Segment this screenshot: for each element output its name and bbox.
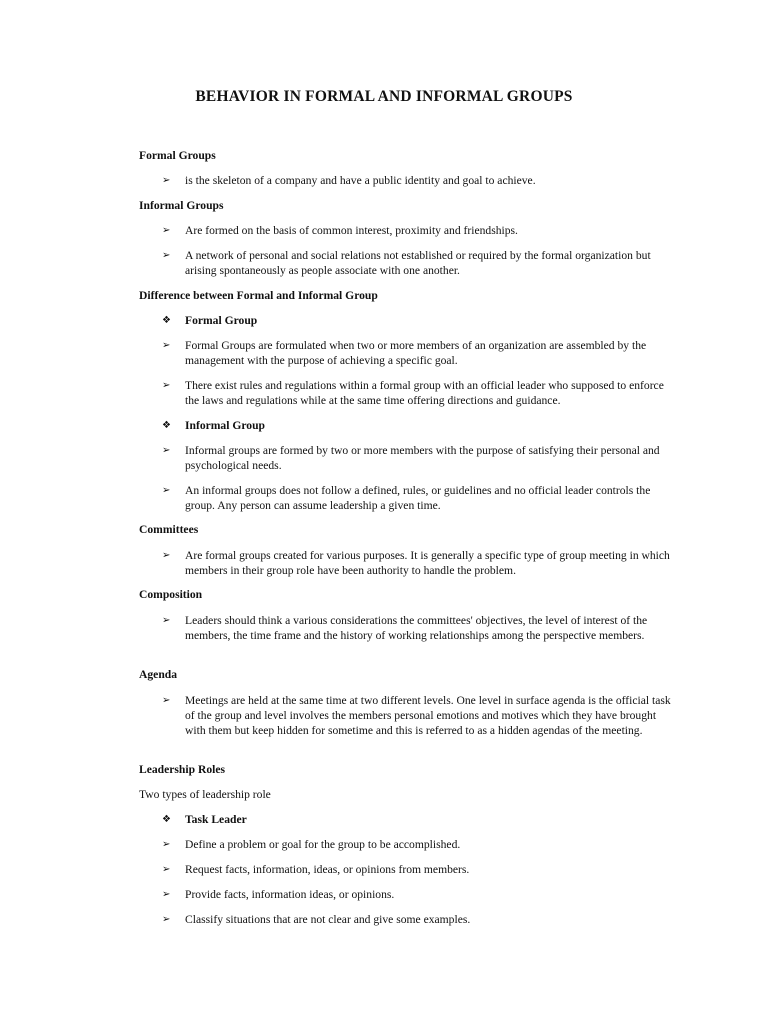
arrow-bullet-icon: ➢ bbox=[162, 914, 171, 925]
list-item: ➢ Formal Groups are formulated when two or more members of an organization are assembled by the management with the purpose of achieving a specific goal. bbox=[162, 339, 647, 367]
heading-committees: Committees bbox=[139, 523, 199, 536]
leadership-intro: Two types of leadership role bbox=[139, 788, 271, 801]
list-item: ➢ Classify situations that are not clear and give some examples. bbox=[162, 913, 471, 926]
heading-leadership-roles: Leadership Roles bbox=[139, 763, 225, 776]
list-item: ➢ Provide facts, information ideas, or opinions. bbox=[162, 888, 395, 901]
list-item: ➢ Are formal groups created for various purposes. It is generally a specific type of group meeting in which members in their group role have been authority to handle the problem. bbox=[162, 549, 670, 577]
arrow-bullet-icon: ➢ bbox=[162, 695, 171, 706]
list-item: ❖ Formal Group bbox=[162, 314, 258, 327]
heading-informal-groups: Informal Groups bbox=[139, 199, 224, 212]
list-item: ➢ Define a problem or goal for the group to be accomplished. bbox=[162, 838, 461, 851]
list-item: ➢ There exist rules and regulations within a formal group with an official leader who supposed to enforce the laws and regulations while at the same time offering directions and guidance. bbox=[162, 379, 664, 407]
list-item: ❖ Informal Group bbox=[162, 419, 265, 432]
list-item: ➢ A network of personal and social relations not established or required by the formal organization but arising spontaneously as people associate with one another. bbox=[162, 249, 651, 277]
list-item: ➢ Leaders should think a various considerations the committees' objectives, the level of interest of the members, the time frame and the history of working relationships among the perspective members. bbox=[162, 614, 648, 642]
arrow-bullet-icon: ➢ bbox=[162, 340, 171, 351]
list-item: ➢ is the skeleton of a company and have a public identity and goal to achieve. bbox=[162, 174, 536, 187]
list-item: ➢ Informal groups are formed by two or more members with the purpose of satisfying their personal and psychological needs. bbox=[162, 444, 660, 472]
page-title: BEHAVIOR IN FORMAL AND INFORMAL GROUPS bbox=[195, 88, 573, 105]
arrow-bullet-icon: ➢ bbox=[162, 615, 171, 626]
arrow-bullet-icon: ➢ bbox=[162, 839, 171, 850]
heading-difference: Difference between Formal and Informal Group bbox=[139, 289, 378, 302]
diamond-bullet-icon: ❖ bbox=[162, 814, 171, 825]
arrow-bullet-icon: ➢ bbox=[162, 864, 171, 875]
list-item: ❖ Task Leader bbox=[162, 813, 247, 826]
heading-composition: Composition bbox=[139, 588, 203, 601]
arrow-bullet-icon: ➢ bbox=[162, 225, 171, 236]
arrow-bullet-icon: ➢ bbox=[162, 485, 171, 496]
list-item: ➢ Are formed on the basis of common interest, proximity and friendships. bbox=[162, 224, 518, 237]
heading-formal-groups: Formal Groups bbox=[139, 149, 216, 162]
arrow-bullet-icon: ➢ bbox=[162, 445, 171, 456]
diamond-bullet-icon: ❖ bbox=[162, 420, 171, 431]
list-item: ➢ Meetings are held at the same time at two different levels. One level in surface agenda is the official task of the group and level involves the members personal emotions and motives which they have brought with them but keep hidden for sometime and this is referred to as a hidden agendas of the meeting. bbox=[162, 694, 671, 737]
diamond-bullet-icon: ❖ bbox=[162, 315, 171, 326]
arrow-bullet-icon: ➢ bbox=[162, 889, 171, 900]
arrow-bullet-icon: ➢ bbox=[162, 250, 171, 261]
list-item: ➢ Request facts, information, ideas, or opinions from members. bbox=[162, 863, 470, 876]
list-item: ➢ An informal groups does not follow a defined, rules, or guidelines and no official leader controls the group. Any person can assume leadership a given time. bbox=[162, 484, 651, 512]
arrow-bullet-icon: ➢ bbox=[162, 380, 171, 391]
arrow-bullet-icon: ➢ bbox=[162, 550, 171, 561]
heading-agenda: Agenda bbox=[139, 668, 178, 681]
arrow-bullet-icon: ➢ bbox=[162, 175, 171, 186]
